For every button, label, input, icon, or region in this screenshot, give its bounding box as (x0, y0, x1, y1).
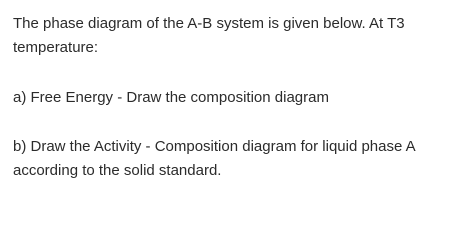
question-part-a (13, 86, 467, 110)
question-intro (13, 12, 467, 60)
intro-line-2: temperature: (13, 39, 99, 56)
part-b-line-2: according to the solid standard. (13, 162, 222, 179)
intro-line-1: The phase diagram of the A-B system is given below. At T3 (13, 15, 405, 32)
part-a-line-1: a) Free Energy - Draw the composition diagram (13, 89, 329, 106)
part-b-line-1: b) Draw the Activity - Composition diagram for liquid phase A (13, 138, 416, 155)
question-part-b (13, 135, 467, 183)
